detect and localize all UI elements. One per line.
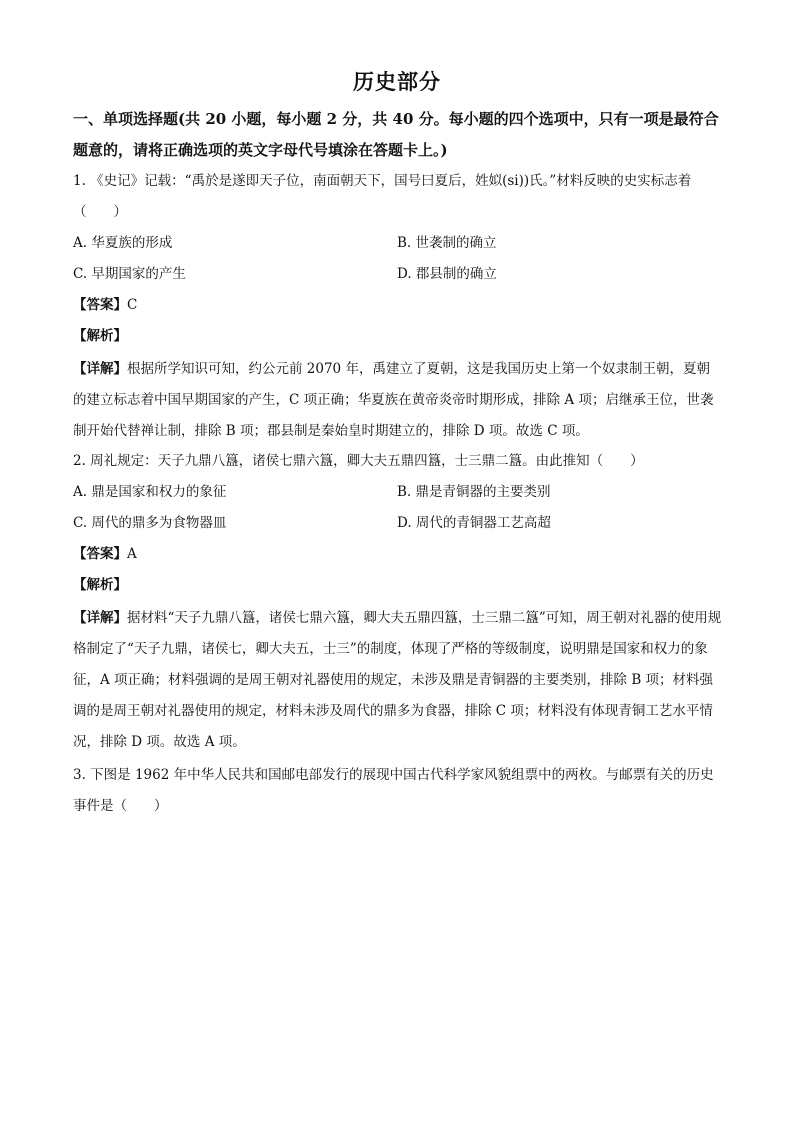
question-2-option-b: B. 鼎是青铜器的主要类别 [397,484,551,500]
question-1-detail [73,354,723,447]
question-1-option-a: A. 华夏族的形成 [73,235,173,251]
section-heading: 一、单项选择题(共 20 小题，每小题 2 分，共 40 分。每小题的四个选项中，只有一项是最符合题意的，请将正确选项的英文字母代号填涂在答题卡上。) [73,110,719,159]
question-1-options-row-1 [73,228,723,259]
question-2-options-row-1 [73,477,723,508]
detail-text: 据材料“天子九鼎八簋，诸侯七鼎六簋，卿大夫五鼎四簋，士三鼎二簋”可知，周王朝对礼器的使用规格制定了“天子九鼎，诸侯七，卿大夫五，士三”的制度，体现了严格的等级制度，说明鼎是国家和权力的象征，A 项正确；材料强调的是周王朝对礼器使用的规定，未涉及鼎是青铜器的主要类别，排除 B 项；材料强调的是周王朝对礼器使用的规定，材料未涉及周代的鼎多为食器，排除 C 项；材料没有体现青铜工艺水平情况，排除 D 项。故选 A 项。 [73,610,722,750]
question-3-stem: 3. 下图是 1962 年中华人民共和国邮电部发行的展现中国古代科学家风貌组票中的两枚。与邮票有关的历史事件是（ ） [73,767,714,814]
question-1-analysis [73,321,723,352]
question-1-option-d: D. 郡县制的确立 [397,266,497,282]
answer-value: C [127,297,138,313]
question-1-stem: 1. 《史记》记载：“禹於是遂即天子位，南面朝天下，国号曰夏后，姓姒(si))氏。”材料反映的史实标志着（ ） [73,173,692,220]
answer-value: A [127,546,137,562]
question-2-option-c: C. 周代的鼎多为食物器皿 [73,515,227,531]
question-2-option-d: D. 周代的青铜器工艺高超 [397,515,551,531]
question-2-analysis [73,570,723,601]
detail-tag: 【详解】 [73,610,127,626]
question-2-detail [73,603,723,758]
question-1-option-c: C. 早期国家的产生 [73,266,186,282]
answer-tag: 【答案】 [73,297,127,313]
analysis-tag: 【解析】 [73,328,127,344]
answer-tag: 【答案】 [73,546,127,562]
question-1-answer [73,290,723,321]
question-2-options-row-2 [73,508,723,539]
detail-tag: 【详解】 [73,361,127,377]
question-2-answer [73,539,723,570]
question-2-stem: 2. 周礼规定：天子九鼎八簋，诸侯七鼎六簋，卿大夫五鼎四簋，士三鼎二簋。由此推知（ ） [73,453,644,469]
question-1-option-b: B. 世袭制的确立 [397,235,497,251]
analysis-tag: 【解析】 [73,577,127,593]
question-2-option-a: A. 鼎是国家和权力的象征 [73,484,227,500]
page-title: 历史部分 [353,69,441,94]
detail-text: 根据所学知识可知，约公元前 2070 年，禹建立了夏朝，这是我国历史上第一个奴隶制王朝，夏朝的建立标志着中国早期国家的产生，C 项正确；华夏族在黄帝炎帝时期形成，排除 A 项；启继承王位，世袭制开始代替禅让制，排除 B 项；郡县制是秦始皇时期建立的，排除 D 项。故选 C 项。 [73,361,714,439]
question-1-options-row-2 [73,259,723,290]
